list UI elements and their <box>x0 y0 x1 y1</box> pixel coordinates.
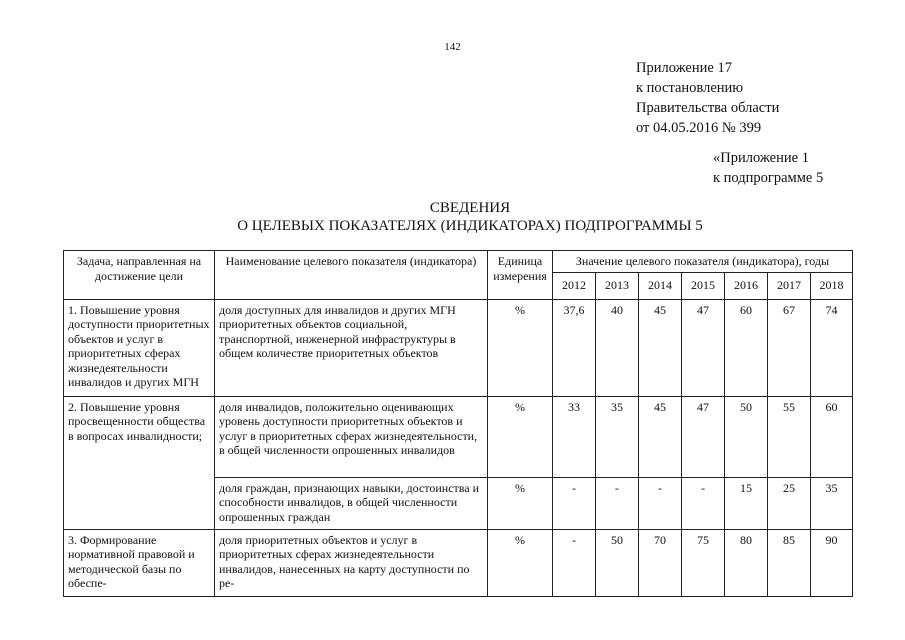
appendix-line: Приложение 17 <box>636 60 732 76</box>
value-cell: 60 <box>811 396 853 477</box>
year-header: 2015 <box>682 272 725 299</box>
value-cell: 67 <box>768 299 811 396</box>
year-header: 2018 <box>811 272 853 299</box>
value-cell: 55 <box>768 396 811 477</box>
value-cell: 80 <box>725 529 768 596</box>
title-line: О ЦЕЛЕВЫХ ПОКАЗАТЕЛЯХ (ИНДИКАТОРАХ) ПОДПРОГРАММЫ 5 <box>237 218 703 234</box>
year-header: 2016 <box>725 272 768 299</box>
value-cell: 35 <box>811 477 853 529</box>
value-cell: 47 <box>682 299 725 396</box>
task-cell: 3. Формирование нормативной правовой и методической базы по обеспе- <box>64 529 215 596</box>
indicator-name-cell: доля граждан, признающих навыки, достоинства и способности инвалидов, в общей численности опрошенных граждан <box>215 477 488 529</box>
indicator-name-cell: доля доступных для инвалидов и других МГН приоритетных объектов социальной, транспортной, инженерной инфраструктуры в общем количестве приоритетных объектов <box>215 299 488 396</box>
value-cell: 33 <box>553 396 596 477</box>
year-header: 2014 <box>639 272 682 299</box>
value-cell: 25 <box>768 477 811 529</box>
appendix-line: от 04.05.2016 № 399 <box>636 120 762 136</box>
year-header: 2013 <box>596 272 639 299</box>
value-cell: 70 <box>639 529 682 596</box>
unit-cell: % <box>488 299 553 396</box>
value-cell: 50 <box>725 396 768 477</box>
value-cell: 37,6 <box>553 299 596 396</box>
indicators-table <box>63 250 853 597</box>
value-cell: - <box>596 477 639 529</box>
appendix-line: Правительства области <box>636 100 780 116</box>
page-number: 142 <box>444 41 461 53</box>
unit-cell: % <box>488 396 553 477</box>
appendix-line: к постановлению <box>636 80 744 96</box>
value-cell: 50 <box>596 529 639 596</box>
indicator-name-cell: доля инвалидов, положительно оценивающих уровень доступности приоритетных объектов и услуг в приоритетных сферах жизнедеятельности, в общей численности опрошенных инвалидов <box>215 396 488 477</box>
value-cell: - <box>553 529 596 596</box>
value-cell: 47 <box>682 396 725 477</box>
value-cell: 15 <box>725 477 768 529</box>
value-cell: 85 <box>768 529 811 596</box>
value-cell: 45 <box>639 299 682 396</box>
task-cell: 1. Повышение уровня доступности приоритетных объектов и услуг в приоритетных сферах жизнедеятельности инвалидов и других МГН <box>64 299 215 396</box>
header-indicator-name: Наименование целевого показателя (индикатора) <box>215 251 488 300</box>
table-row <box>64 299 853 396</box>
table-row <box>64 529 853 596</box>
year-header: 2017 <box>768 272 811 299</box>
value-cell: 40 <box>596 299 639 396</box>
header-row <box>64 251 853 273</box>
value-cell: 45 <box>639 396 682 477</box>
value-cell: 35 <box>596 396 639 477</box>
document-title <box>0 199 905 235</box>
appendix-block <box>636 58 779 138</box>
header-task: Задача, направленная на достижение цели <box>64 251 215 300</box>
indicator-name-cell: доля приоритетных объектов и услуг в приоритетных сферах жизнедеятельности инвалидов, нанесенных на карту доступности по ре- <box>215 529 488 596</box>
value-cell: - <box>682 477 725 529</box>
task-cell: 2. Повышение уровня просвещенности общества в вопросах инвалидности; <box>64 396 215 529</box>
value-cell: 60 <box>725 299 768 396</box>
unit-cell: % <box>488 529 553 596</box>
sub-appendix-line: к подпрограмме 5 <box>713 170 824 186</box>
header-values: Значение целевого показателя (индикатора), годы <box>553 251 853 273</box>
value-cell: 75 <box>682 529 725 596</box>
page-bottom-edge <box>0 611 905 640</box>
sub-appendix-line: «Приложение 1 <box>713 150 809 166</box>
year-header: 2012 <box>553 272 596 299</box>
value-cell: 90 <box>811 529 853 596</box>
sub-appendix-block <box>713 148 823 188</box>
table-row <box>64 396 853 477</box>
title-line: СВЕДЕНИЯ <box>429 200 511 216</box>
value-cell: - <box>639 477 682 529</box>
value-cell: 74 <box>811 299 853 396</box>
unit-cell: % <box>488 477 553 529</box>
header-unit: Единица измерения <box>488 251 553 300</box>
value-cell: - <box>553 477 596 529</box>
